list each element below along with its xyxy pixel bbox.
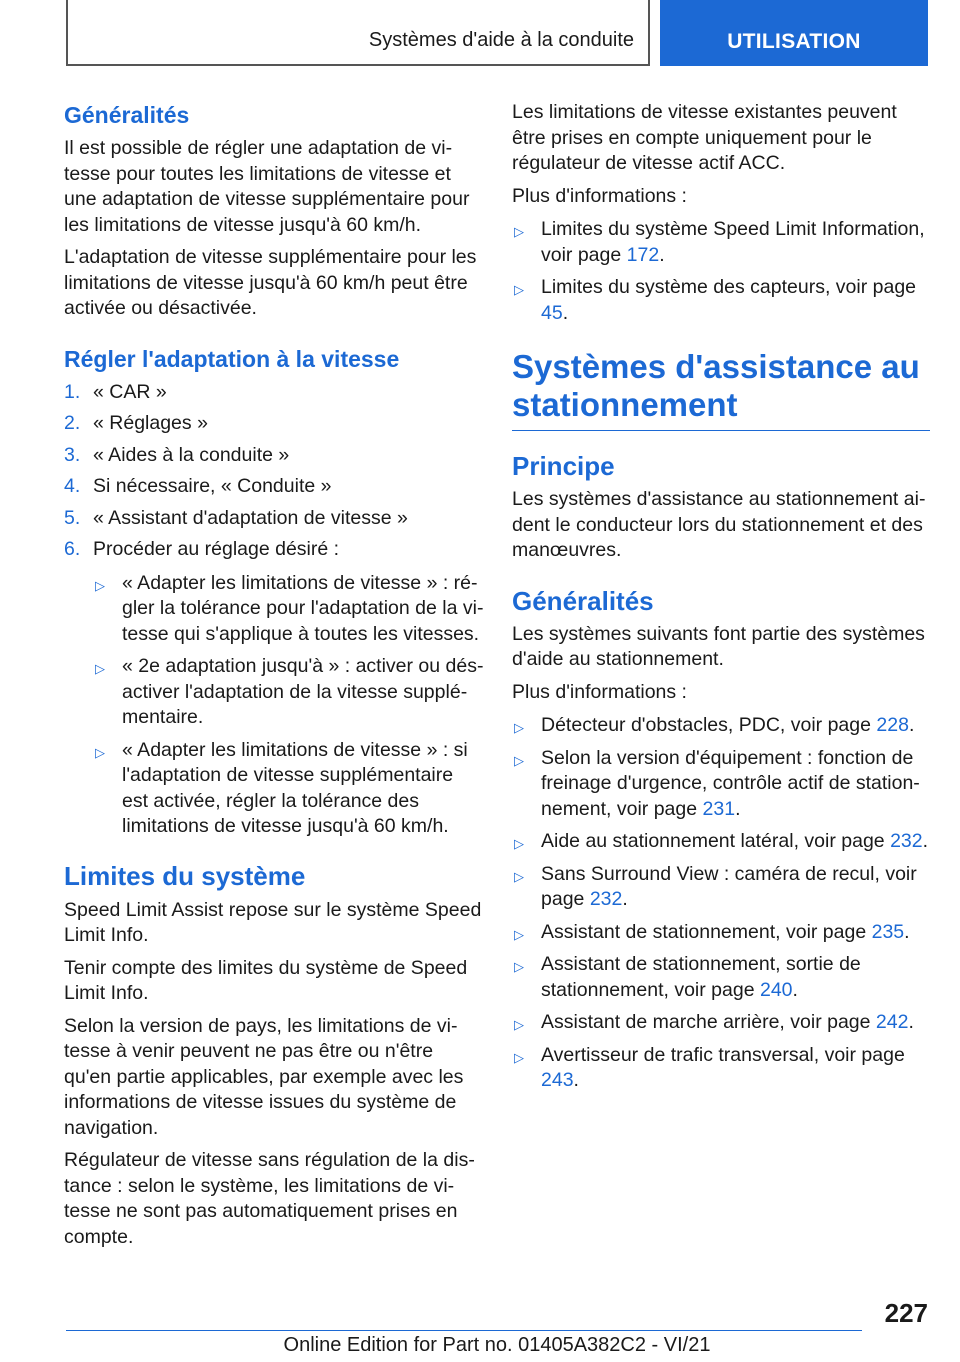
info-list — [512, 217, 930, 326]
main-title-block — [512, 348, 930, 431]
substeps-list — [93, 571, 484, 840]
page-link[interactable]: 45 — [541, 301, 563, 324]
limites-paragraph-3: Selon la version de pays, les limitations de vitesse à venir peuvent ne pas être ou n'être qu'en partie applicables, par exemple avec les informations de vitesse issues du système de navigation. — [64, 1014, 464, 1139]
step-item — [64, 443, 484, 469]
triangle-bullet-icon: ▷ — [514, 926, 524, 942]
info-text: Limites du système des capteurs, voir page — [541, 276, 917, 298]
systems-list — [512, 713, 930, 1094]
triangle-bullet-icon: ▷ — [514, 868, 524, 884]
step-text: « Assistant d'adaptation de vitesse » — [93, 506, 408, 529]
page-header — [66, 0, 928, 66]
page-link[interactable]: 228 — [876, 714, 909, 736]
triangle-bullet-icon: ▷ — [514, 836, 524, 851]
triangle-bullet-icon: ▷ — [514, 282, 524, 297]
triangle-bullet-icon: ▷ — [514, 959, 524, 974]
triangle-bullet-icon: ▷ — [514, 1049, 524, 1065]
system-text: Selon la version d'équipement : fonction de freinage d'urgence, contrôle actif de stationnement, voir page — [541, 746, 920, 820]
system-item: ▷ Assistant de stationnement, voir page 235. — [512, 920, 930, 946]
substep-text: « Adapter les limitations de vitesse » : si l'adaptation de vitesse supplémentaire est activée, régler la tolérance des limitations de vitesse jusqu'à 60 km/h. — [122, 738, 468, 837]
step-item — [64, 506, 484, 532]
header-section-box — [66, 0, 650, 66]
substep-item — [93, 654, 484, 731]
triangle-bullet-icon: ▷ — [514, 1017, 524, 1032]
system-text: Assistant de marche arrière, voir page — [541, 1011, 876, 1033]
step-text: Si nécessaire, « Conduite » — [93, 475, 332, 497]
generalites-paragraph-2: L'adaptation de vitesse supplémentaire pour les limitations de vitesse jusqu'à 60 km/h peut être activée ou désactivée. — [64, 246, 477, 319]
info-item: ▷ Limites du système Speed Limit Information, voir page 172. — [514, 218, 925, 266]
footer-divider — [66, 1330, 862, 1331]
substep-text: « 2e adaptation jusqu'à » : activer ou désactiver l'adaptation de la vitesse supplémentaire. — [122, 655, 484, 728]
more-info-label: Plus d'informations : — [512, 184, 687, 207]
principe-heading: Principe — [512, 451, 615, 481]
system-text: Avertisseur de trafic transversal, voir page — [541, 1043, 905, 1066]
step-number: 3. — [64, 443, 81, 466]
page-link[interactable]: 240 — [759, 978, 793, 1001]
principe-paragraph: Les systèmes d'assistance au stationnement aident le conducteur lors du stationnement et des manœuvres. — [512, 488, 926, 561]
substep-text: « Adapter les limitations de vitesse » : régler la tolérance pour l'adaptation de la vitesse qui s'applique à toutes les vitesses. — [122, 571, 484, 645]
system-item: ▷ Selon la version d'équipement : fonction de freinage d'urgence, contrôle actif de stationnement, voir page 231. — [514, 746, 920, 820]
system-item: ▷ Aide au stationnement latéral, voir page 232. — [512, 829, 930, 855]
step-text: Procéder au réglage désiré : — [93, 538, 340, 560]
substep-item — [93, 571, 484, 648]
page-link[interactable]: 232 — [589, 888, 623, 910]
system-item: ▷ Assistant de stationnement, sortie de stationnement, voir page 240. — [514, 953, 861, 1001]
system-item: ▷ Assistant de marche arrière, voir page 242. — [512, 1010, 930, 1036]
limites-paragraph-1: Speed Limit Assist repose sur le système Speed Limit Info. — [64, 898, 482, 946]
system-text: Détecteur d'obstacles, PDC, voir page — [541, 714, 877, 736]
header-chapter-tab: UTILISATION — [660, 0, 928, 66]
generalites-right-paragraph-2: Plus d'informations : — [512, 680, 687, 703]
page-link[interactable]: 172 — [626, 243, 660, 266]
info-item: ▷ Limites du système des capteurs, voir page 45. — [514, 276, 917, 324]
step-number: 5. — [64, 506, 81, 529]
step-number: 6. — [64, 538, 81, 560]
limites-paragraph-2: Tenir compte des limites du système de Speed Limit Info. — [64, 956, 468, 1004]
step-item — [64, 380, 484, 406]
system-item: ▷ Sans Surround View : caméra de recul, voir page 232. — [514, 862, 917, 910]
system-item: ▷ Avertisseur de trafic transversal, voir page 243. — [514, 1043, 905, 1091]
page-link[interactable]: 232 — [890, 830, 923, 852]
main-title: Systèmes d'assistance au stationnement — [512, 348, 920, 423]
generalites-right-heading: Généralités — [512, 585, 654, 616]
left-column — [64, 100, 484, 1257]
limites-heading: Limites du système — [64, 860, 306, 891]
step-text: « CAR » — [93, 380, 167, 403]
step-text: « Aides à la conduite » — [93, 443, 290, 466]
generalites-right-paragraph-1: Les systèmes suivants font partie des systèmes d'aide au stationnement. — [512, 622, 925, 670]
page-link[interactable]: 231 — [702, 797, 736, 820]
edition-text: Online Edition for Part no. 01405A382C2 - VI/21 — [283, 1334, 711, 1356]
page-number: 227 — [884, 1298, 928, 1328]
page-footer — [66, 1296, 928, 1362]
generalites-heading: Généralités — [64, 102, 190, 128]
page-link[interactable]: 235 — [871, 920, 905, 943]
step-number: 4. — [64, 475, 81, 497]
page-link[interactable]: 242 — [875, 1011, 909, 1033]
step-text: « Réglages » — [93, 412, 208, 434]
step-item — [64, 411, 484, 437]
info-text: Limites du système Speed Limit Information, voir page — [541, 218, 925, 266]
limites-paragraph-4: Régulateur de vitesse sans régulation de la distance : selon le système, les limitations de vitesse ne sont pas automatiquement prises en compte. — [64, 1149, 475, 1248]
generalites-paragraph-1: Il est possible de régler une adaptation de vitesse pour toutes les limitations de vitesse et une adaptation de vitesse supplémentaire pour les limitations de vitesse jusqu'à 60 km/h. — [64, 137, 470, 236]
triangle-bullet-icon: ▷ — [95, 661, 105, 676]
triangle-bullet-icon: ▷ — [514, 752, 524, 768]
system-text: Sans Surround View : caméra de recul, voir page — [541, 862, 917, 910]
header-section-title: Systèmes d'aide à la conduite — [368, 29, 634, 51]
acc-paragraph: Les limitations de vitesse existantes peuvent être prises en compte uniquement pour le régulateur de vitesse actif ACC. — [512, 101, 897, 174]
triangle-bullet-icon: ▷ — [514, 224, 524, 239]
right-column — [512, 100, 930, 1101]
steps-list — [64, 380, 484, 840]
system-item: ▷ Détecteur d'obstacles, PDC, voir page 228. — [512, 713, 930, 739]
step-number: 2. — [64, 412, 81, 434]
system-text: Assistant de stationnement, sortie de stationnement, voir page — [541, 953, 861, 1001]
triangle-bullet-icon: ▷ — [514, 720, 524, 735]
step-number: 1. — [64, 380, 81, 403]
step-item — [64, 537, 484, 840]
triangle-bullet-icon: ▷ — [95, 577, 105, 593]
system-text: Assistant de stationnement, voir page — [541, 920, 872, 943]
step-item — [64, 474, 484, 500]
system-text: Aide au stationnement latéral, voir page — [541, 830, 891, 852]
regler-heading: Régler l'adaptation à la vitesse — [64, 345, 400, 372]
page-link[interactable]: 243 — [541, 1069, 574, 1091]
triangle-bullet-icon: ▷ — [95, 744, 105, 760]
substep-item — [93, 738, 484, 840]
